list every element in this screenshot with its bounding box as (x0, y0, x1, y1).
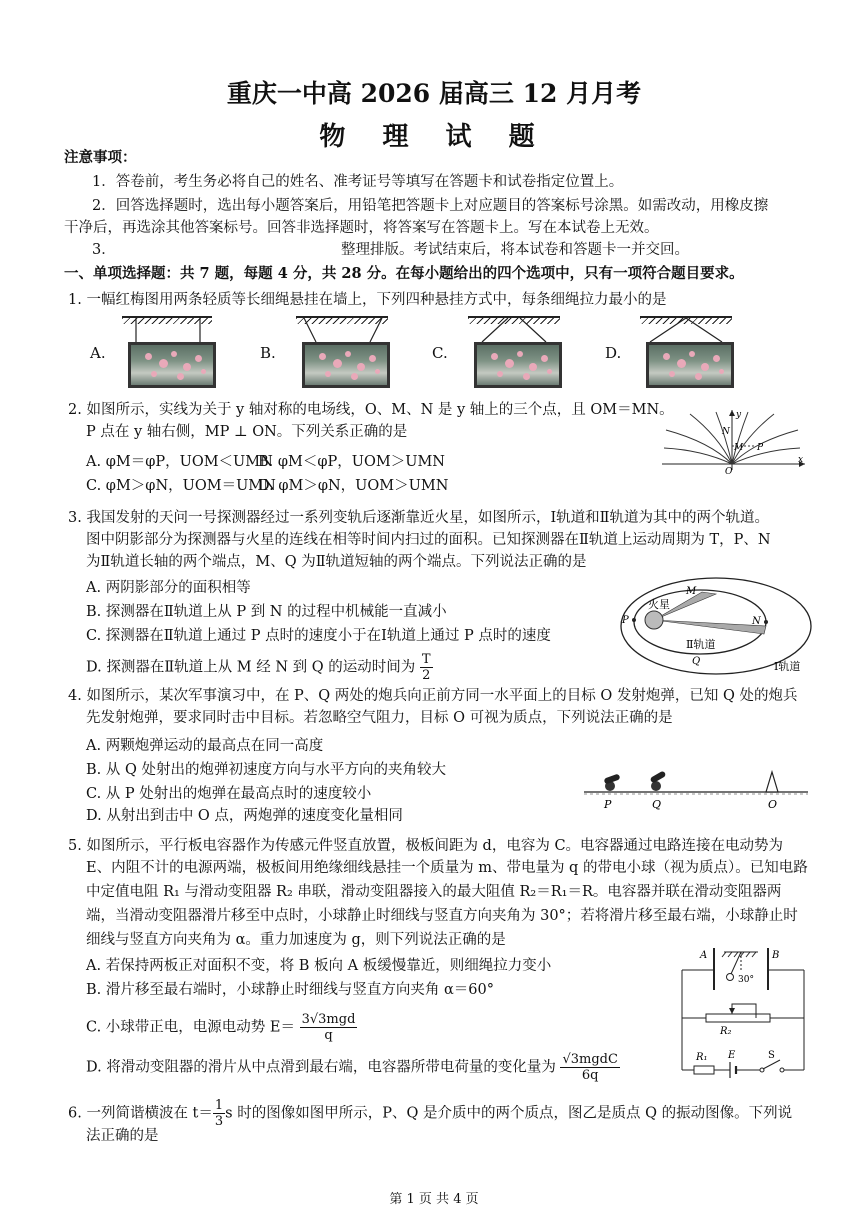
note-2b: 干净后，再选涂其他答案标号。回答非选择题时，将答案写在答题卡上。写在本试卷上无效。 (64, 220, 659, 236)
blossom-mark (523, 373, 530, 380)
q4-option-a: A. 两颗炮弹运动的最高点在同一高度 (86, 738, 324, 754)
blossom-mark (689, 351, 695, 357)
q1-label-d: D. (605, 344, 622, 362)
q1-painting-b (302, 342, 390, 388)
q2-fig-y: y (736, 410, 742, 420)
q5-d-frac-num: √3mgdC (562, 1052, 618, 1067)
q3-fig-m: M (686, 586, 697, 597)
q4-stem-2: 先发射炮弹，要求同时击中目标。若忽略空气阻力，目标 O 可视为质点，下列说法正确的是 (86, 710, 673, 726)
blossom-mark (497, 371, 503, 377)
section-heading: 一、单项选择题：共 7 题，每题 4 分，共 28 分。在每小题给出的四个选项中，只有一项符合题目要求。 (64, 265, 744, 282)
exam-subtitle: 物 理 试 题 (319, 122, 549, 152)
q3-stem-2: 图中阴影部分为探测器与火星的连线在相等时间内扫过的面积。已知探测器在Ⅱ轨道上运动周期为 T，P、N (86, 532, 771, 548)
note-2a: 2．回答选择题时，选出每小题答案后，用铅笔把答题卡上对应题目的答案标号涂黑。如需改动，用橡皮擦 (92, 198, 769, 214)
q5-option-c-text: C. 小球带正电，电源电动势 E＝ (86, 1019, 295, 1036)
notes-heading: 注意事项： (64, 149, 137, 166)
blossom-mark (333, 359, 342, 368)
q5-stem-1: 5. 如图所示，平行板电容器作为传感元件竖直放置，极板间距为 d，电容为 C。电容器通过电路连接在电动势为 (68, 838, 784, 854)
q5-option-d-text: D. 将滑动变阻器的滑片从中点滑到最右端，电容器所带电荷量的变化量为 (86, 1059, 556, 1076)
q5-option-c (86, 1012, 357, 1043)
blossom-mark (195, 355, 202, 362)
blossom-mark (505, 359, 514, 368)
q3-fig-p: P (622, 615, 629, 626)
q6-stem-2: 法正确的是 (86, 1128, 159, 1144)
q5-c-frac-num: 3√3mgd (301, 1012, 356, 1027)
blossom-mark (677, 359, 686, 368)
q2-stem-1: 2. 如图所示，实线为关于 y 轴对称的电场线，O、M、N 是 y 轴上的三个点，且 OM＝MN。 (68, 402, 674, 418)
blossom-mark (491, 353, 498, 360)
blossom-mark (695, 373, 702, 380)
q6-stem-1a: 6. 一列简谐横波在 t＝ (68, 1105, 213, 1122)
q4-option-c: C. 从 P 处射出的炮弹在最高点时的速度较小 (86, 786, 372, 802)
q3-fig-orbit1: Ⅰ轨道 (774, 660, 801, 673)
q1-label-b: B. (260, 344, 276, 362)
q1-strings-d (640, 318, 740, 344)
q4-option-b: B. 从 Q 处射出的炮弹初速度方向与水平方向的夹角较大 (86, 762, 446, 778)
q5-fig-s: S (768, 1050, 775, 1061)
q2-fig-o: O (725, 467, 733, 477)
blossom-mark (547, 369, 552, 374)
q6-t-num: 1 (214, 1098, 224, 1113)
blossom-mark (171, 351, 177, 357)
q6-t-fraction (213, 1098, 225, 1129)
q2-option-d: D. φM＞φN，UOM＞UMN (258, 478, 449, 494)
q4-stem-1: 4. 如图所示，某次军事演习中，在 P、Q 两处的炮兵向正前方同一水平面上的目标 O 发射炮弹，已知 Q 处的炮兵 (68, 688, 798, 704)
q6-stem-1b: s 时的图像如图甲所示，P、Q 是介质中的两个质点，图乙是质点 Q 的振动图像。下列说 (225, 1105, 793, 1122)
blossom-mark (375, 369, 380, 374)
q2-fig-m: M (734, 443, 744, 453)
q1-strings-c (468, 318, 568, 344)
q5-d-frac-den: 6q (581, 1068, 599, 1083)
q2-stem-2: P 点在 y 轴右侧，MP ⊥ ON。下列关系正确的是 (86, 424, 408, 440)
q1-strings-b (296, 318, 396, 344)
q5-fig-b: B (772, 950, 780, 961)
q5-circuit-figure (676, 942, 810, 1080)
q1-painting-a (128, 342, 216, 388)
q5-stem-3: 中定值电阻 R₁ 与滑动变阻器 R₂ 串联，滑动变阻器接入的最大阻值 R₂＝R₁＝R。电容器并联在滑动变阻器两 (86, 884, 782, 900)
q5-stem-2: E、内阻不计的电源两端，极板间用绝缘细线悬挂一个质量为 m、带电量为 q 的带电小球（视为质点）。已知电路 (86, 860, 808, 876)
blossom-mark (517, 351, 523, 357)
q3-fraction (420, 652, 433, 683)
blossom-mark (369, 355, 376, 362)
page-footer: 第 1 页 共 4 页 (389, 1192, 479, 1207)
q5-fig-r2: R₂ (720, 1026, 732, 1037)
blossom-mark (357, 363, 365, 371)
q3-fig-orbit2: Ⅱ轨道 (686, 638, 716, 651)
q5-fig-e: E (728, 1050, 736, 1061)
q1-stem: 1. 一幅红梅图用两条轻质等长细绳悬挂在墙上，下列四种悬挂方式中，每条细绳拉力最小的是 (68, 292, 667, 308)
blossom-mark (319, 353, 326, 360)
q1-painting-c (474, 342, 562, 388)
q4-fig-o: O (768, 798, 778, 811)
q2-option-c: C. φM＞φN，UOM＝UMN (86, 478, 276, 494)
q5-option-a: A. 若保持两板正对面积不变，将 B 板向 A 板缓慢靠近，则细绳拉力变小 (86, 958, 552, 974)
note-3b: 整理排版。考试结束后，将本试卷和答题卡一并交回。 (341, 242, 689, 258)
q5-option-b: B. 滑片移至最右端时，小球静止时细线与竖直方向夹角 α＝60° (86, 982, 494, 998)
q3-frac-den: 2 (422, 668, 431, 683)
q3-stem-1: 3. 我国发射的天问一号探测器经过一系列变轨后逐渐靠近火星，如图所示，Ⅰ轨道和Ⅱ轨道为其中的两个轨道。 (68, 510, 770, 526)
q1-painting-d (646, 342, 734, 388)
blossom-mark (145, 353, 152, 360)
blossom-mark (183, 363, 191, 371)
q5-fig-angle: 30° (738, 975, 754, 985)
q3-option-d (86, 652, 433, 683)
exam-title: 重庆一中高 2026 届高三 12 月月考 (226, 79, 642, 108)
q3-fig-q: Q (692, 656, 701, 667)
q2-fig-n: N (722, 427, 730, 437)
q4-cannon-figure (582, 764, 812, 812)
blossom-mark (325, 371, 331, 377)
note-1: 1．答卷前，考生务必将自己的姓名、准考证号等填写在答题卡和试卷指定位置上。 (92, 174, 624, 190)
blossom-mark (701, 363, 709, 371)
q4-fig-q: Q (652, 798, 662, 811)
q3-option-b: B. 探测器在Ⅱ轨道上从 P 到 N 的过程中机械能一直减小 (86, 604, 447, 620)
q4-option-d: D. 从射出到击中 O 点，两炮弹的速度变化量相同 (86, 808, 403, 824)
note-3a: 3． (92, 242, 116, 258)
q2-fig-p: P (757, 443, 764, 453)
blossom-mark (529, 363, 537, 371)
blossom-mark (151, 371, 157, 377)
q3-fig-n: N (752, 616, 761, 627)
blossom-mark (345, 351, 351, 357)
q3-orbit-figure (618, 572, 814, 678)
q2-option-b: B. φM＜φP，UOM＞UMN (258, 454, 445, 470)
q5-fig-a: A (700, 950, 708, 961)
q6-t-den: 3 (214, 1114, 224, 1129)
blossom-mark (713, 355, 720, 362)
q3-option-a: A. 两阴影部分的面积相等 (86, 580, 251, 596)
blossom-mark (719, 369, 724, 374)
q1-label-a: A. (90, 344, 106, 362)
q3-option-d-text: D. 探测器在Ⅱ轨道上从 M 经 N 到 Q 的运动时间为 (86, 659, 416, 676)
q2-fig-x: x (798, 455, 804, 465)
q5-fig-r1: R₁ (696, 1052, 708, 1063)
blossom-mark (201, 369, 206, 374)
q6-stem-1 (68, 1098, 792, 1129)
blossom-mark (159, 359, 168, 368)
q1-label-c: C. (432, 344, 448, 362)
q3-option-c: C. 探测器在Ⅱ轨道上通过 P 点时的速度小于在Ⅰ轨道上通过 P 点时的速度 (86, 628, 551, 644)
q5-d-fraction (560, 1052, 619, 1083)
q2-option-a: A. φM＝φP，UOM＜UMN (86, 454, 273, 470)
blossom-mark (351, 373, 358, 380)
blossom-mark (669, 371, 675, 377)
q1-strings-a (122, 318, 222, 344)
q3-stem-3: 为Ⅱ轨道长轴的两个端点，M、Q 为Ⅱ轨道短轴的两个端点。下列说法正确的是 (86, 554, 587, 570)
q5-c-frac-den: q (324, 1028, 333, 1043)
blossom-mark (541, 355, 548, 362)
q2-field-figure (660, 408, 810, 478)
q4-fig-p: P (604, 798, 612, 811)
q5-stem-4: 端，当滑动变阻器滑片移至中点时，小球静止时细线与竖直方向夹角为 30°；若将滑片移至最右端，小球静止时 (86, 908, 798, 924)
blossom-mark (663, 353, 670, 360)
q3-frac-num: T (421, 652, 431, 667)
q5-c-fraction (300, 1012, 358, 1043)
q5-option-d (86, 1052, 620, 1083)
q5-stem-5: 细线与竖直方向夹角为 α。重力加速度为 g，则下列说法正确的是 (86, 932, 506, 948)
q3-fig-mars: 火星 (648, 598, 670, 611)
blossom-mark (177, 373, 184, 380)
